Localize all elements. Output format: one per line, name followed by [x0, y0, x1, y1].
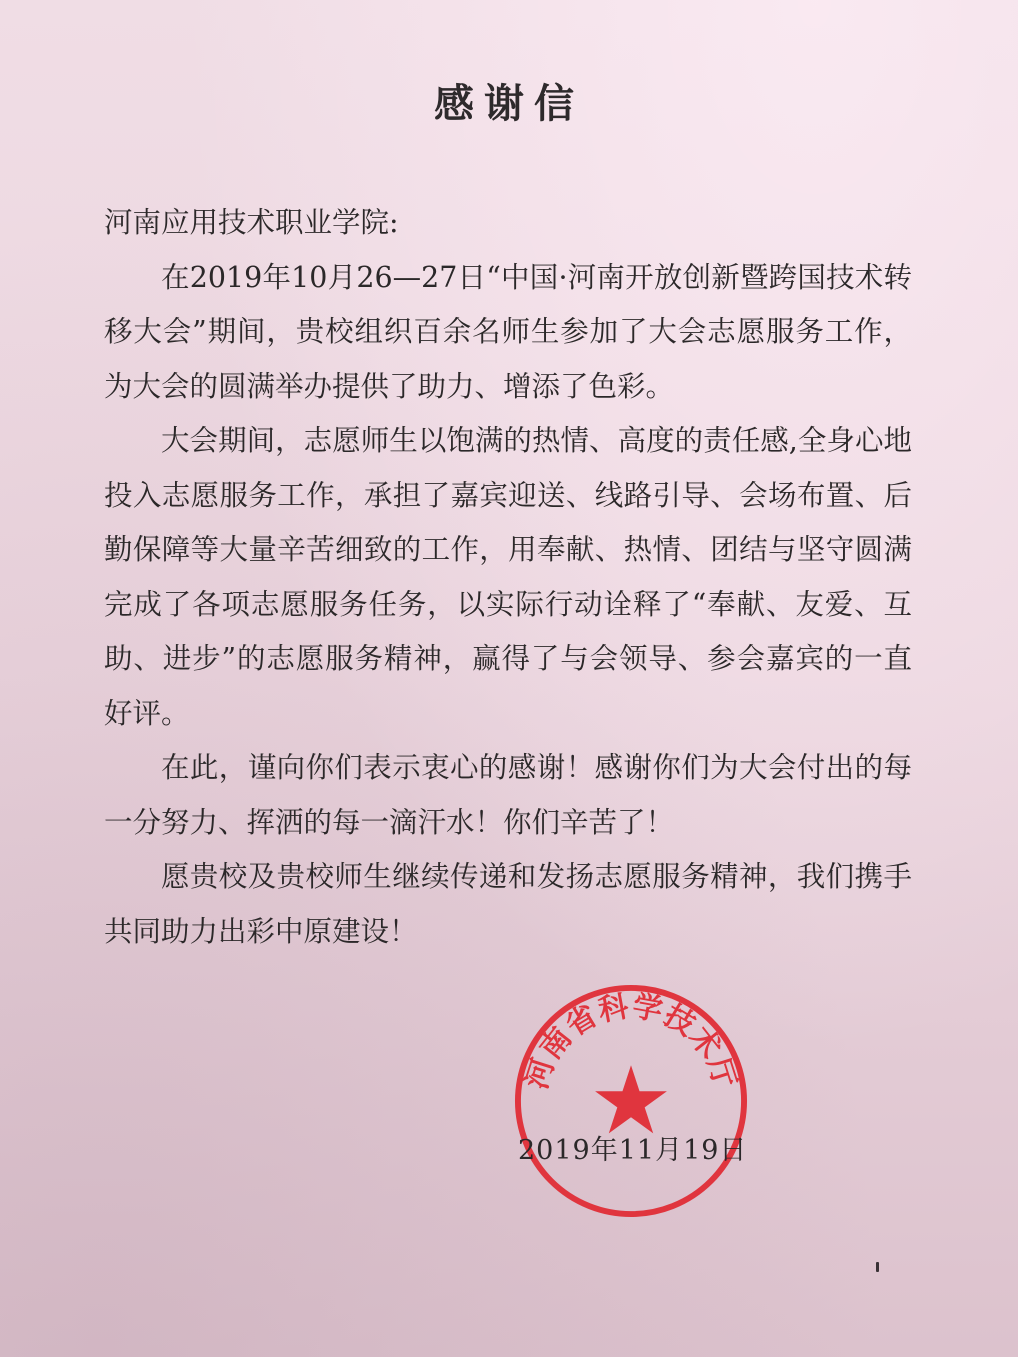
paragraph-3: 在此，谨向你们表示衷心的感谢！感谢你们为大会付出的每一分努力、挥洒的每一滴汗水！你们辛苦了！: [104, 751, 912, 839]
paper-mark: [876, 1262, 879, 1272]
letter-body: [104, 196, 912, 959]
star-icon: [595, 1065, 667, 1133]
salutation: 河南应用技术职业学院:: [104, 206, 399, 239]
paragraph-1: 在2019年10月26—27日“中国·河南开放创新暨跨国技术转移大会”期间，贵校组织百余名师生参加了大会志愿服务工作，为大会的圆满举办提供了助力、增添了色彩。: [104, 260, 912, 403]
seal-text: 河南省科学技术厅: [519, 988, 743, 1094]
letter-date: 2019年11月19日: [518, 1135, 748, 1166]
letter-title: 感谢信: [434, 80, 584, 127]
paragraph-2: 大会期间，志愿师生以饱满的热情、高度的责任感,全身心地投入志愿服务工作，承担了嘉宾迎送、线路引导、会场布置、后勤保障等大量辛苦细致的工作，用奉献、热情、团结与坚守圆满完成了各项志愿服务任务，以实际行动诠释了“奉献、友爱、互助、进步”的志愿服务精神，赢得了与会领导、参会嘉宾的一直好评。: [104, 424, 912, 730]
official-seal: [512, 982, 750, 1220]
paragraph-4: 愿贵校及贵校师生继续传递和发扬志愿服务精神，我们携手共同助力出彩中原建设！: [104, 860, 912, 948]
